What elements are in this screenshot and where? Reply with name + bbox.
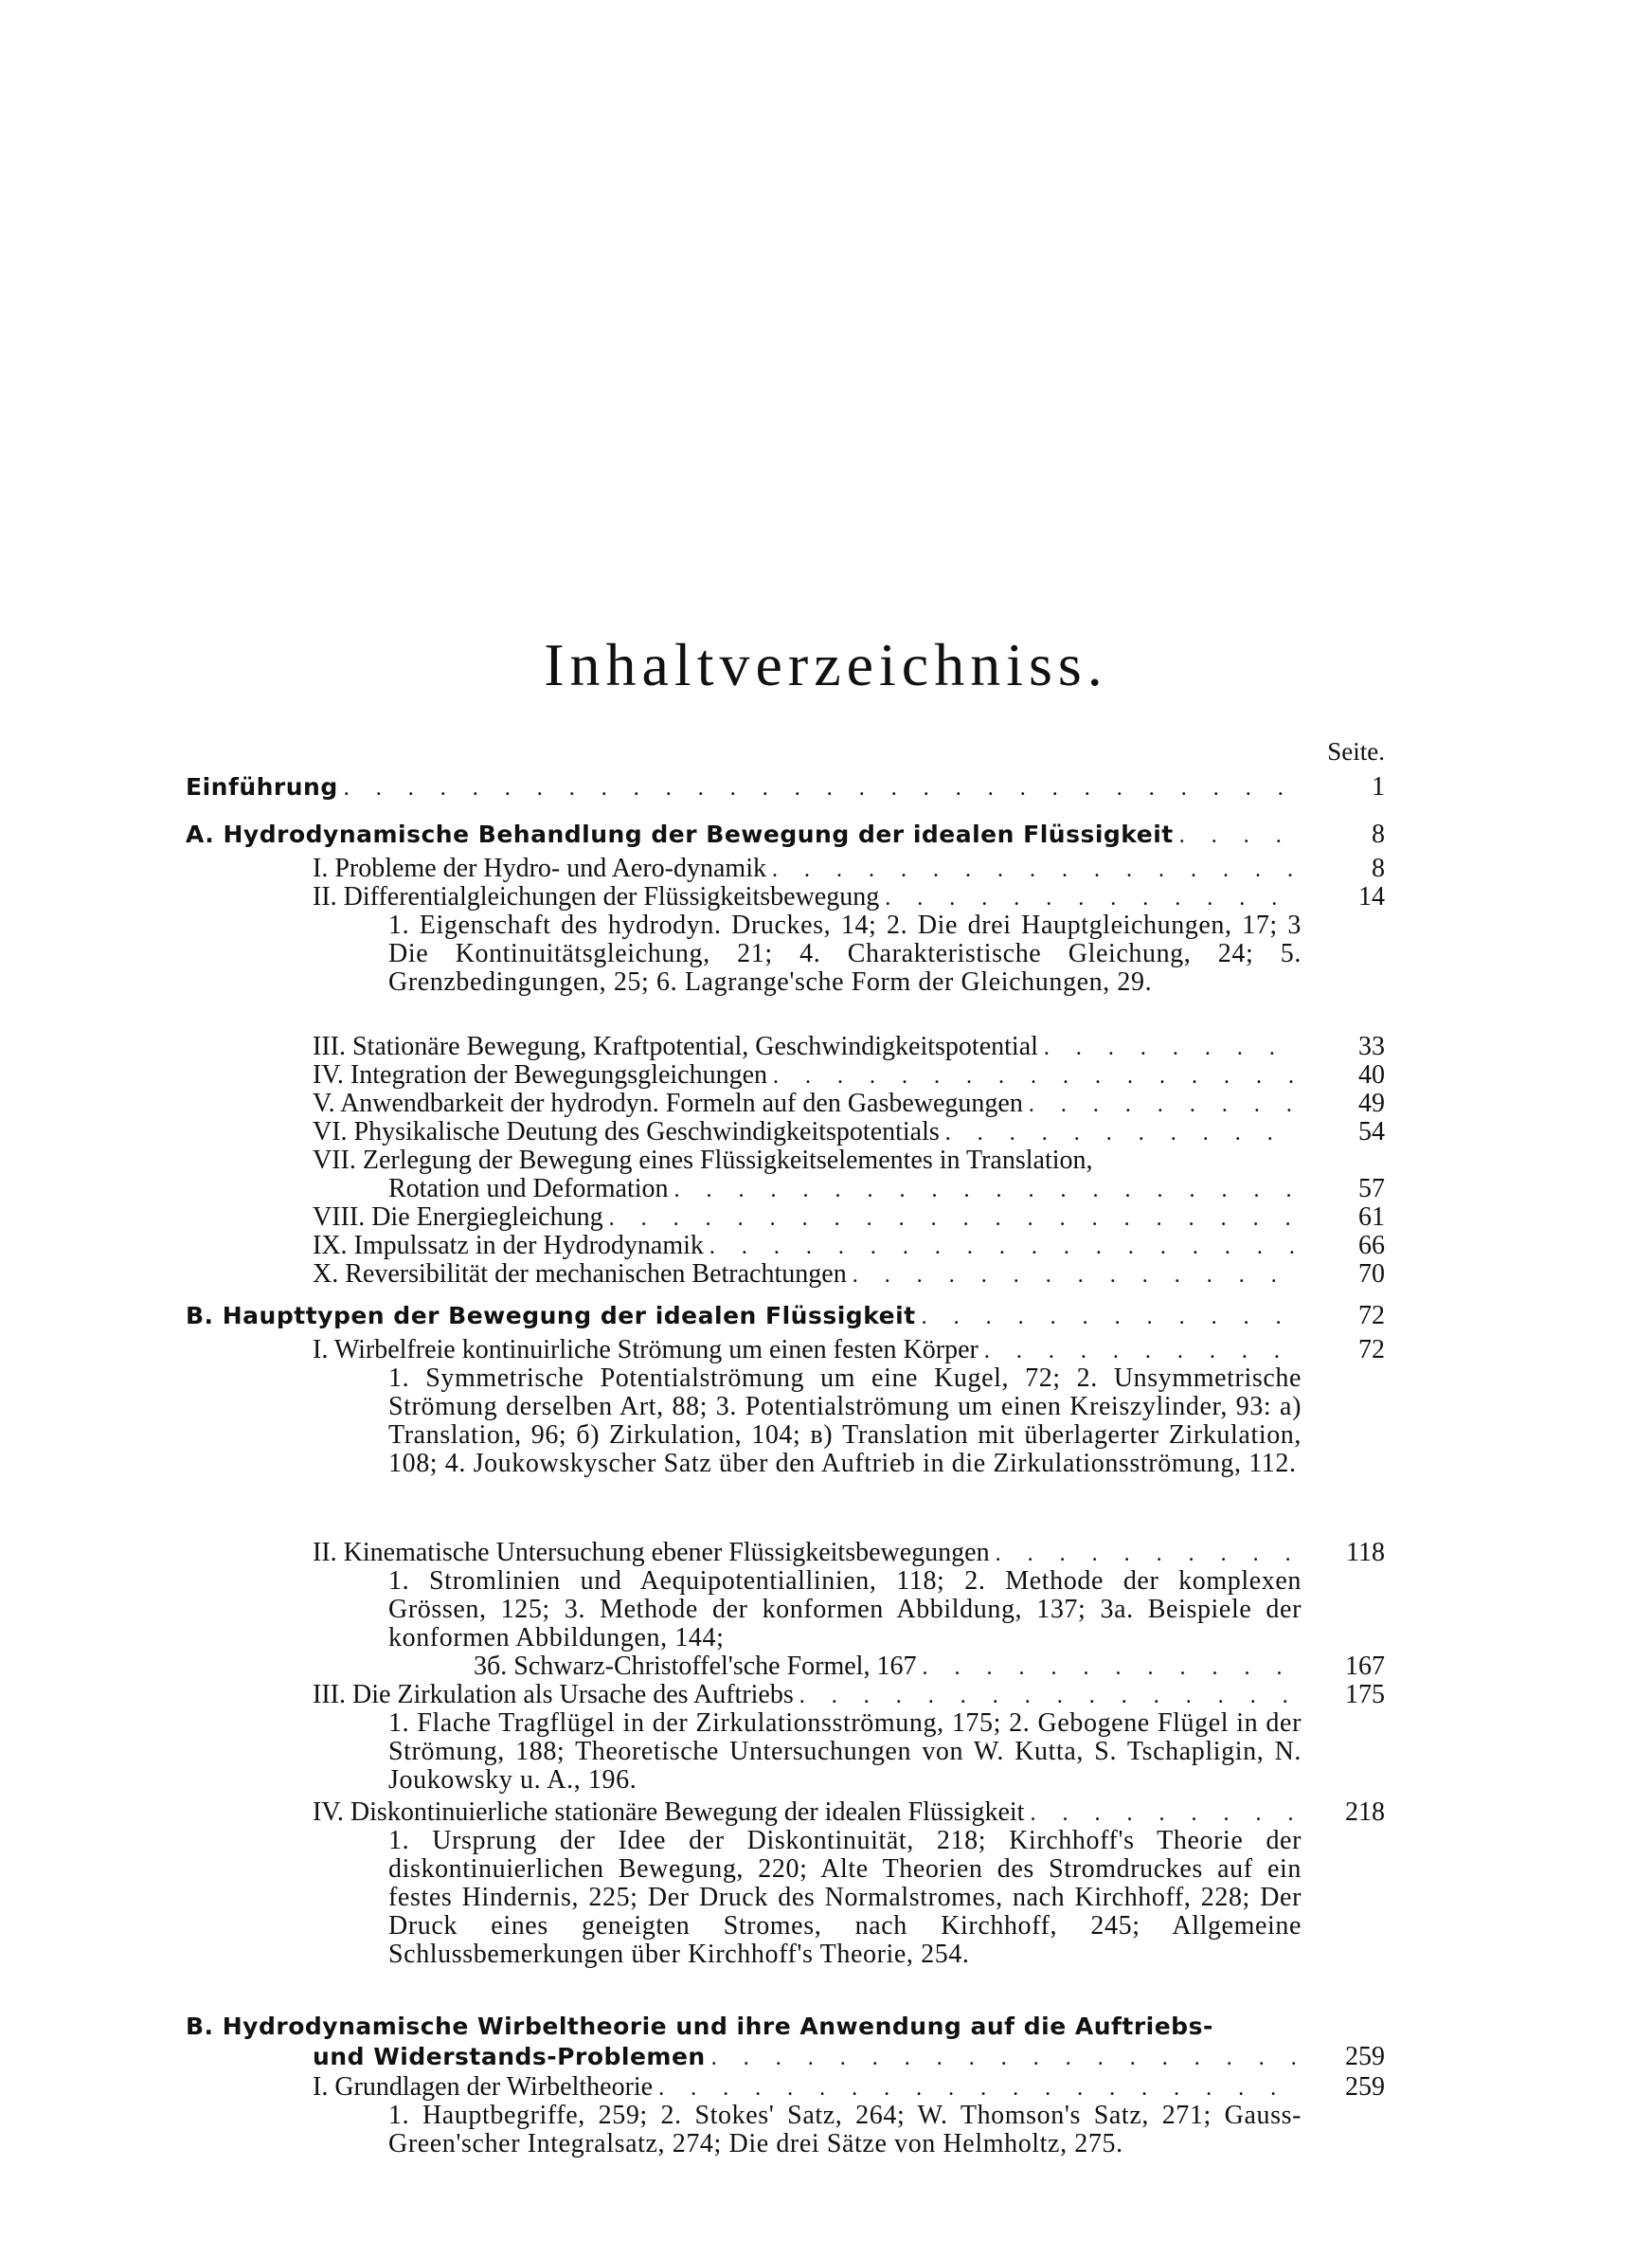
toc-entry-page: 118 <box>1346 1538 1385 1567</box>
leader-dots <box>885 884 1296 912</box>
toc-entry-page: 40 <box>1358 1060 1385 1090</box>
toc-entry[interactable] <box>313 1336 1302 1364</box>
toc-entry-label: V. Anwendbarkeit der hydrodyn. Formeln auf den Gasbewegungen <box>313 1090 1023 1118</box>
toc-entry[interactable] <box>313 1260 1302 1289</box>
leader-dots <box>996 1540 1296 1567</box>
toc-subtopics: 1. Symmetrische Potentialströmung um eine Kugel, 72; 2. Unsymmetrische Strömung derselben Art, 88; 3. Potentialströmung um einen Kreiszylinder, 93: a) Translation, 96; б) Zirkulation, 104; в) Translation mit überlagerter Zirkulation, 108; 4. Joukowskyscher Satz über den Auftrieb in die Zirkulationsströmung, 112. <box>388 1364 1302 1478</box>
toc-entry-continuation[interactable] <box>388 1175 1302 1203</box>
toc-entry[interactable] <box>313 1798 1302 1827</box>
toc-entry-page: 72 <box>1358 1335 1385 1364</box>
toc-entry[interactable] <box>313 855 1302 883</box>
toc-entry-page: 66 <box>1358 1231 1385 1260</box>
toc-entry-page: 218 <box>1345 1797 1385 1827</box>
toc-subtopics: 1. Eigenschaft des hydrodyn. Druckes, 14; 2. Die drei Hauptgleichungen, 17; 3 Die Kontinuitätsgleichung, 21; 4. Charakteristische Gleichung, 24; 5. Grenzbedingungen, 25; 6. Lagrange'sche Form der Gleichungen, 29. <box>388 912 1302 997</box>
toc-subtopics: 1. Stromlinien und Aequipotentiallinien, 118; 2. Methode der komplexen Grössen, 125; 3. Methode der konformen Abbildung, 137; 3a. Beispiele der konformen Abbildungen, 144; <box>388 1567 1302 1652</box>
leader-dots <box>711 2044 1296 2071</box>
leader-dots <box>674 1176 1296 1203</box>
toc-entry-label: II. Differentialgleichungen der Flüssigkeitsbewegung <box>313 883 880 912</box>
toc-entry[interactable] <box>313 1681 1302 1709</box>
page-column-label: Seite. <box>1327 737 1385 766</box>
toc-section-continuation[interactable] <box>313 2043 1302 2071</box>
toc-section[interactable] <box>186 2013 1385 2041</box>
toc-entry-page: 1 <box>1372 772 1385 802</box>
toc-entry-page: 259 <box>1345 2072 1385 2102</box>
leader-dots <box>344 774 1296 802</box>
toc-entry[interactable] <box>313 1061 1302 1090</box>
toc-entry[interactable] <box>313 1203 1302 1232</box>
leader-dots <box>945 1119 1296 1147</box>
toc-entry-continuation[interactable] <box>474 1652 1302 1681</box>
leader-dots <box>984 1337 1296 1364</box>
leader-dots <box>773 1062 1296 1090</box>
toc-entry[interactable] <box>313 1147 1302 1175</box>
toc-entry-label: 3б. Schwarz-Christoffel'sche Formel, 167 <box>474 1652 917 1681</box>
toc-entry-page: 175 <box>1345 1680 1385 1709</box>
toc-entry-label: I. Grundlagen der Wirbeltheorie <box>313 2073 654 2102</box>
toc-entry-page: 33 <box>1358 1032 1385 1061</box>
toc-section-page: 72 <box>1358 1301 1385 1330</box>
toc-entry[interactable] <box>313 2073 1302 2102</box>
toc-entry-label: III. Stationäre Bewegung, Kraftpotential, Geschwindigkeitspotential <box>313 1033 1038 1061</box>
leader-dots <box>1179 822 1296 849</box>
leader-dots <box>1030 1799 1296 1827</box>
toc-entry-label: IV. Integration der Bewegungsgleichungen <box>313 1061 768 1090</box>
toc-entry[interactable] <box>313 883 1302 912</box>
toc-subtopics: 1. Ursprung der Idee der Diskontinuität, 218; Kirchhoff's Theorie der diskontinuierlichen Bewegung, 220; Alte Theorien des Stromdruckes auf ein festes Hindernis, 225; Der Druck des Normalstromes, nach Kirchhoff, 228; Der Druck eines geneigten Stromes, nach Kirchhoff, 245; Allgemeine Schlussbemerkungen über Kirchhoff's Theorie, 254. <box>388 1827 1302 1969</box>
toc-entry[interactable] <box>313 1539 1302 1567</box>
toc-entry[interactable] <box>186 773 1302 802</box>
leader-dots <box>658 2074 1296 2102</box>
toc-section[interactable] <box>186 821 1302 849</box>
leader-dots <box>853 1261 1296 1289</box>
toc-entry-label: VII. Zerlegung der Bewegung eines Flüssigkeitselementes in Translation, <box>313 1147 1093 1175</box>
toc-entry[interactable] <box>313 1118 1302 1147</box>
toc-section-label: B. Haupttypen der Bewegung der idealen Flüssigkeit <box>186 1302 916 1329</box>
toc-entry-label: VIII. Die Energiegleichung <box>313 1203 603 1232</box>
toc-entry-label: Einführung <box>186 773 338 801</box>
toc-entry-label: IX. Impulssatz in der Hydrodynamik <box>313 1232 704 1260</box>
toc-entry-page: 70 <box>1358 1259 1385 1289</box>
leader-dots <box>772 856 1296 883</box>
toc-entry-label: III. Die Zirkulation als Ursache des Auftriebs <box>313 1681 794 1709</box>
toc-entry-label: VI. Physikalische Deutung des Geschwindigkeitspotentials <box>313 1118 940 1147</box>
toc-section-page: 259 <box>1345 2042 1385 2071</box>
toc-entry-page: 14 <box>1358 882 1385 912</box>
toc-entry-label: I. Probleme der Hydro- und Aero-dynamik <box>313 855 766 883</box>
toc-subtopics: 1. Hauptbegriffe, 259; 2. Stokes' Satz, 264; W. Thomson's Satz, 271; Gauss-Green'scher Integralsatz, 274; Die drei Sätze von Helmholtz, 275. <box>388 2102 1302 2158</box>
toc-entry-page: 167 <box>1345 1652 1385 1681</box>
toc-section-label: B. Hydrodynamische Wirbeltheorie und ihre Anwendung auf die Auftriebs- <box>186 2013 1213 2040</box>
toc-entry-page: 54 <box>1358 1117 1385 1147</box>
toc-entry[interactable] <box>313 1033 1302 1061</box>
leader-dots <box>709 1233 1296 1260</box>
toc-entry-label: X. Reversibilität der mechanischen Betrachtungen <box>313 1260 847 1289</box>
leader-dots <box>1044 1034 1296 1061</box>
toc-entry-page: 61 <box>1358 1202 1385 1232</box>
leader-dots <box>1029 1091 1296 1118</box>
toc-subtopics: 1. Flache Tragflügel in der Zirkulationsströmung, 175; 2. Gebogene Flügel in der Strömung, 188; Theoretische Untersuchungen von W. Kutta, S. Tschapligin, N. Joukowsky u. A., 196. <box>388 1709 1302 1795</box>
toc-entry[interactable] <box>313 1232 1302 1260</box>
toc-section[interactable] <box>186 1302 1302 1330</box>
leader-dots <box>922 1303 1296 1330</box>
toc-entry-page: 8 <box>1372 854 1385 883</box>
toc-entry[interactable] <box>313 1090 1302 1118</box>
leader-dots <box>609 1204 1296 1232</box>
toc-entry-page: 49 <box>1358 1089 1385 1118</box>
toc-section-label: A. Hydrodynamische Behandlung der Bewegung der idealen Flüssigkeit <box>186 821 1174 848</box>
leader-dots <box>922 1653 1296 1681</box>
leader-dots <box>799 1682 1296 1709</box>
toc-entry-label: Rotation und Deformation <box>388 1175 669 1203</box>
toc-entry-page: 57 <box>1358 1174 1385 1203</box>
page-title: Inhaltverzeichniss. <box>544 631 1108 698</box>
toc-section-page: 8 <box>1372 820 1385 849</box>
toc-entry-label: II. Kinematische Untersuchung ebener Flüssigkeitsbewegungen <box>313 1539 990 1567</box>
toc-section-label: und Widerstands-Problemen <box>313 2043 706 2070</box>
toc-entry-label: I. Wirbelfreie kontinuirliche Strömung um einen festen Körper <box>313 1336 979 1364</box>
toc-entry-label: IV. Diskontinuierliche stationäre Bewegung der idealen Flüssigkeit <box>313 1798 1025 1827</box>
